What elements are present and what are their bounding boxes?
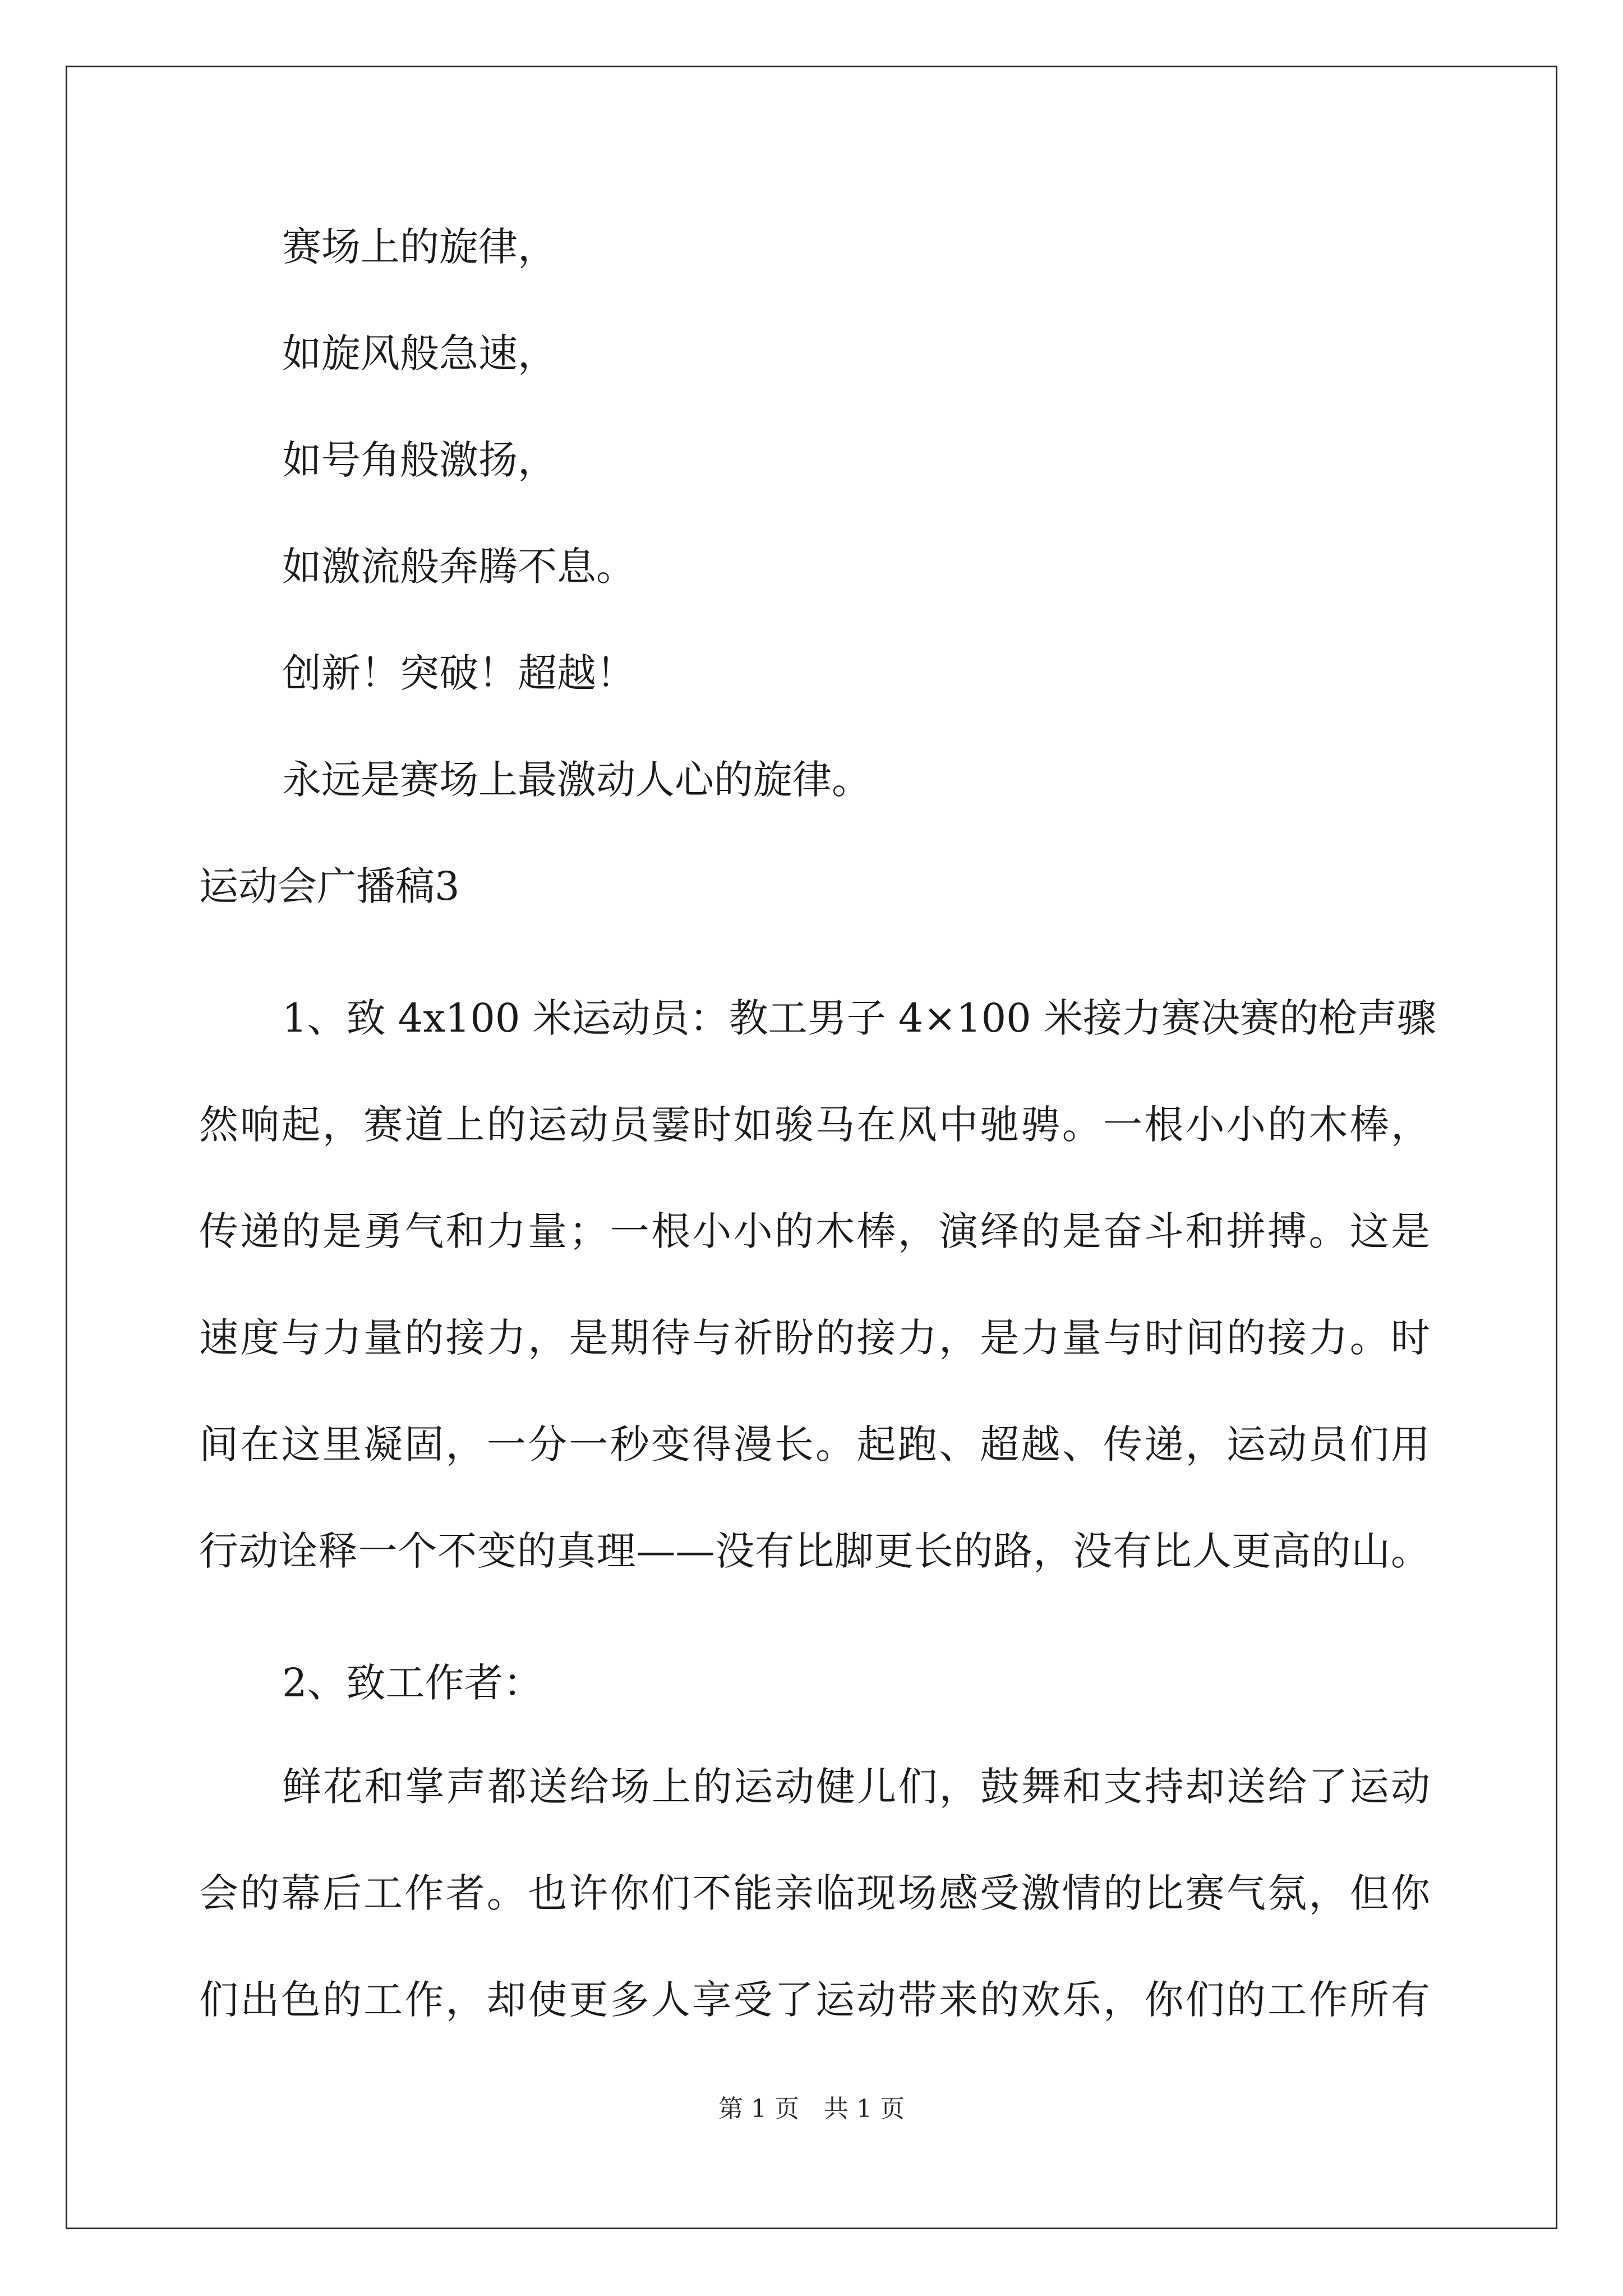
verse-line: 创新！突破！超越！ xyxy=(282,650,635,696)
paragraph-line: 会的幕后工作者。也许你们不能亲临现场感受激情的比赛气氛，但你 xyxy=(199,1870,1430,1916)
paragraph-line: 传递的是勇气和力量；一根小小的木棒，演绎的是奋斗和拼搏。这是 xyxy=(199,1208,1430,1254)
page-number-footer: 第 1 页 共 1 页 xyxy=(718,2095,905,2123)
document-body xyxy=(199,219,1436,2104)
paragraph-line: 间在这里凝固，一分一秒变得漫长。起跑、超越、传递，运动员们用 xyxy=(199,1421,1430,1467)
paragraph-line: 然响起，赛道上的运动员霎时如骏马在风中驰骋。一根小小的木棒， xyxy=(199,1102,1430,1148)
verse-line: 如激流般奔腾不息。 xyxy=(282,544,635,590)
paragraph-line: 1、致 4x100 米运动员：教工男子 4×100 米接力赛决赛的枪声骤 xyxy=(282,995,1436,1041)
section-heading: 运动会广播稿3 xyxy=(199,863,460,909)
verse-line: 赛场上的旋律， xyxy=(282,224,557,270)
verse-line: 如号角般激扬， xyxy=(282,437,557,483)
paragraph-workers-title: 2、致工作者： xyxy=(282,1660,543,1706)
verse-line: 永远是赛场上最激动人心的旋律。 xyxy=(282,757,871,803)
paragraph-relay xyxy=(199,965,1436,1604)
paragraph-workers xyxy=(199,1733,1430,2053)
paragraph-line: 们出色的工作，却使更多人享受了运动带来的欢乐，你们的工作所有 xyxy=(199,1977,1430,2023)
verse-line: 如旋风般急速， xyxy=(282,330,557,376)
paragraph-line: 行动诠释一个不变的真理——没有比脚更长的路，没有比人更高的山。 xyxy=(199,1528,1430,1574)
paragraph-line: 速度与力量的接力，是期待与祈盼的接力，是力量与时间的接力。时 xyxy=(199,1315,1430,1361)
paragraph-line: 鲜花和掌声都送给场上的运动健儿们，鼓舞和支持却送给了运动 xyxy=(282,1764,1430,1810)
